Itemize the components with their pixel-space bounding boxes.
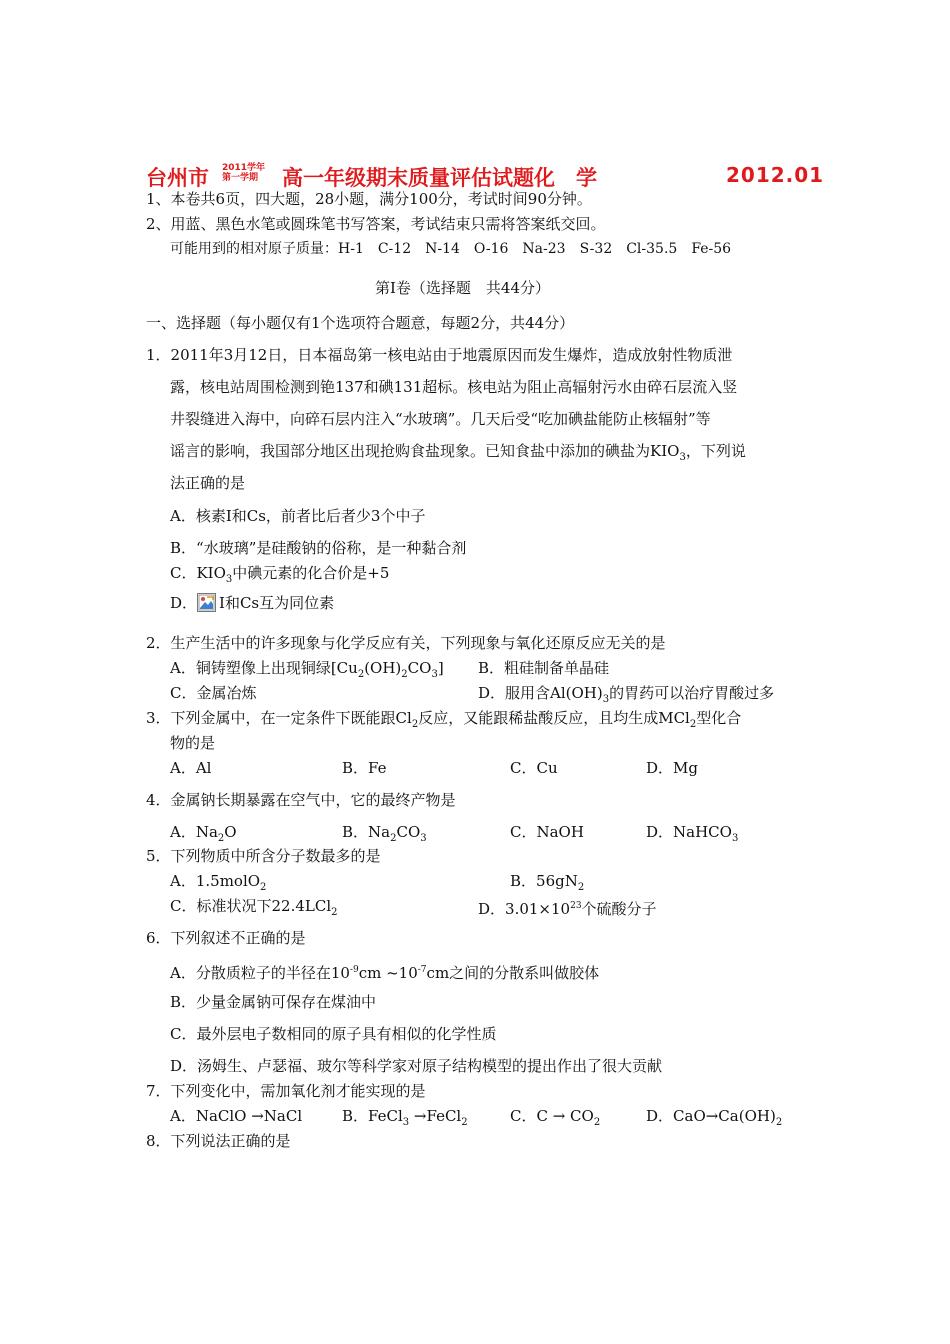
q5-option-b	[510, 871, 584, 898]
q4-option-d	[646, 822, 738, 849]
header-title: 高一年级期末质量评估试题化 学	[282, 166, 597, 190]
q5-option-d	[478, 896, 657, 919]
q7-option-d-sub: 2	[775, 1117, 783, 1128]
broken-image-icon	[197, 593, 216, 612]
q1-option-d-post: Ⅰ和Cs互为同位素	[219, 594, 335, 612]
q3-option-b: B．Fe	[342, 759, 387, 777]
q4-option-b-sub: 2	[390, 833, 397, 844]
q2-option-a-sub3: 3	[431, 669, 438, 680]
q5-option-c-sub: 2	[331, 907, 338, 918]
q5-option-d-post: 个硫酸分子	[581, 900, 657, 918]
header-year-line1: 2011学年	[222, 163, 266, 173]
q4-option-a-post: O	[224, 823, 237, 841]
q3-option-d: D．Mg	[646, 759, 698, 777]
q7-option-d	[646, 1106, 782, 1133]
part1-heading: 一、选择题（每小题仅有1个选项符合题意，每题2分，共44分）	[146, 314, 575, 332]
q1-line-2: 露，核电站周围检测到铯137和碘131超标。核电站为阻止高辐射污水由碎石层流入竖	[170, 378, 738, 396]
q6-option-a-sup2: -7	[417, 965, 427, 975]
q1-option-c-post: 中碘元素的化合价是+5	[232, 564, 390, 582]
q1-line-5: 法正确的是	[170, 474, 246, 492]
q2-option-d-post: 的胃药可以治疗胃酸过多	[609, 684, 775, 702]
q4-option-a-sub: 2	[217, 833, 225, 844]
q3-line-1-end: 型化合	[696, 709, 742, 727]
q6-option-a	[170, 960, 599, 983]
q4-stem: 4．金属钠长期暴露在空气中，它的最终产物是	[146, 791, 456, 809]
q1-line-4-subscript: 3	[679, 452, 686, 463]
q5-option-a-pre: A．1.5molO	[170, 872, 261, 890]
q3-line-1-sub1: 2	[411, 719, 419, 730]
instruction-line-1: 1、本卷共6页，四大题，28小题，满分100分，考试时间90分钟。	[146, 190, 592, 208]
q1-line-3: 井裂缝进入海中，向碎石层内注入“水玻璃”。几天后受“吃加碘盐能防止核辐射”等	[170, 410, 711, 428]
q7-option-d-pre: D．CaO→Ca(OH)	[646, 1107, 776, 1125]
q4-option-b	[342, 822, 427, 849]
q7-option-a: A．NaClO →NaCl	[170, 1107, 303, 1125]
q7-option-c-pre: C．C → CO	[510, 1107, 594, 1125]
q2-option-c: C．金属冶炼	[170, 684, 257, 702]
q7-option-b-sub2: 2	[461, 1117, 468, 1128]
q2-option-d-pre: D．服用含Al(OH)	[478, 684, 603, 702]
q3-option-a: A．Al	[170, 759, 212, 777]
q1-option-b: B．“水玻璃”是硅酸钠的俗称，是一种黏合剂	[170, 539, 467, 557]
q2-option-a-sub1: 2	[357, 669, 365, 680]
q1-line-4	[170, 441, 746, 468]
q5-option-d-sup: 23	[570, 901, 582, 911]
q6-option-a-post: cm之间的分散系叫做胶体	[426, 964, 600, 982]
q7-option-b-sub1: 3	[402, 1117, 410, 1128]
q5-option-b-sub: 2	[577, 882, 585, 893]
q4-option-b-pre: B．Na	[342, 823, 391, 841]
q8-stem: 8．下列说法正确的是	[146, 1132, 291, 1150]
header-date: 2012.01	[726, 163, 825, 187]
q3-line-1-mid: 反应，又能跟稀盐酸反应，且均生成MCl	[418, 709, 690, 727]
q5-option-c	[170, 896, 338, 923]
q6-option-d: D．汤姆生、卢瑟福、玻尔等科学家对原子结构模型的提出作出了很大贡献	[170, 1057, 663, 1075]
q2-option-a-pre: A．铜铸塑像上出现铜绿[Cu	[170, 659, 358, 677]
q1-option-c-pre: C．KIO	[170, 564, 226, 582]
q4-option-a	[170, 822, 237, 849]
header-city: 台州市	[146, 166, 209, 190]
q1-option-d	[170, 593, 334, 613]
q1-line-4-text: 谣言的影响，我国部分地区出现抢购食盐现象。已知食盐中添加的碘盐为KIO	[170, 442, 680, 460]
q5-option-b-pre: B．56gN	[510, 872, 578, 890]
instruction-line-2: 2、用蓝、黑色水笔或圆珠笔书写答案，考试结束只需将答案纸交回。	[146, 215, 606, 233]
q2-option-a	[170, 658, 444, 685]
header-year-block	[222, 163, 265, 183]
section-title: 第Ⅰ卷（选择题 共44分）	[375, 279, 551, 297]
q1-option-a: A．核素Ⅰ和Cs，前者比后者少3个中子	[170, 507, 426, 525]
q7-stem: 7．下列变化中，需加氧化剂才能实现的是	[146, 1082, 426, 1100]
q2-option-a-end: ]	[437, 659, 444, 677]
q1-option-c-subscript: 3	[225, 574, 233, 585]
instruction-line-3: 可能用到的相对原子质量：H-1 C-12 N-14 O-16 Na-23 S-32 Cl-35.5 Fe-56	[170, 241, 732, 257]
q2-stem: 2．生产生活中的许多现象与化学反应有关，下列现象与氧化还原反应无关的是	[146, 634, 666, 652]
q1-line-1: 1．2011年3月12日，日本福岛第一核电站由于地震原因而发生爆炸，造成放射性物质泄	[146, 346, 733, 364]
q7-option-c-sub: 2	[593, 1117, 601, 1128]
q6-option-a-pre: A．分散质粒子的半径在10	[170, 964, 350, 982]
q4-option-a-pre: A．Na	[170, 823, 218, 841]
q4-option-b-sub2: 3	[420, 833, 427, 844]
q4-option-b-post: CO	[396, 823, 421, 841]
q5-option-a-sub: 2	[260, 882, 267, 893]
q7-option-b-mid: →FeCl	[409, 1107, 462, 1125]
q6-stem: 6．下列叙述不正确的是	[146, 929, 306, 947]
q7-option-c	[510, 1106, 600, 1133]
q2-option-d-sub: 3	[602, 694, 610, 705]
q6-option-a-mid: cm ~10	[358, 964, 418, 982]
q4-option-c: C．NaOH	[510, 823, 584, 841]
q6-option-c: C．最外层电子数相同的原子具有相似的化学性质	[170, 1025, 497, 1043]
q4-option-d-sub: 3	[731, 833, 739, 844]
q6-option-b: B．少量金属钠可保存在煤油中	[170, 993, 377, 1011]
q2-option-b: B．粗硅制备单晶硅	[478, 659, 610, 677]
q7-option-b	[342, 1106, 468, 1133]
q6-option-a-sup1: -9	[349, 965, 359, 975]
q5-stem: 5．下列物质中所含分子数最多的是	[146, 847, 381, 865]
q5-option-c-pre: C．标准状况下22.4LCl	[170, 897, 332, 915]
q3-option-c: C．Cu	[510, 759, 558, 777]
q2-option-a-mid: (OH)	[364, 659, 402, 677]
q4-option-d-pre: D．NaHCO	[646, 823, 732, 841]
q1-option-d-pre: D．	[170, 594, 198, 612]
q1-option-c	[170, 563, 389, 590]
q7-option-b-pre: B．FeCl	[342, 1107, 403, 1125]
q1-line-4-end: ，下列说	[685, 442, 746, 460]
q3-line-2: 物的是	[170, 734, 216, 752]
q2-option-d	[478, 683, 774, 710]
q3-line-1-sub2: 2	[689, 719, 697, 730]
q3-line-1-pre: 3．下列金属中，在一定条件下既能跟Cl	[146, 709, 412, 727]
header-year-line2: 第一学期	[222, 173, 259, 183]
q3-line-1	[146, 708, 741, 735]
q5-option-d-pre: D．3.01×10	[478, 900, 571, 918]
q2-option-a-mid2: CO	[407, 659, 432, 677]
q2-option-a-sub2: 2	[401, 669, 408, 680]
q5-option-a	[170, 871, 266, 898]
